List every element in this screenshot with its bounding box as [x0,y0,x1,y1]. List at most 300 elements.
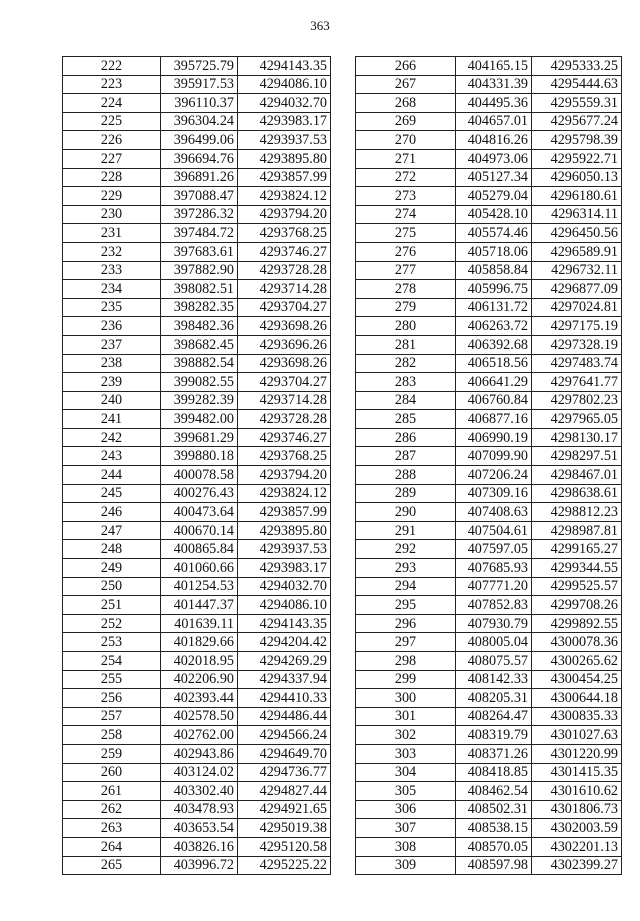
point-number-cell: 226 [63,131,161,150]
point-number-cell: 229 [63,187,161,206]
y-coordinate-cell: 4293794.20 [238,205,331,224]
y-coordinate-cell: 4296314.11 [532,205,622,224]
point-number-cell: 263 [63,819,161,838]
x-coordinate-cell: 405574.46 [456,224,532,243]
point-number-cell: 225 [63,112,161,131]
x-coordinate-cell: 408205.31 [456,689,532,708]
point-number-cell: 289 [356,484,456,503]
table-row [356,484,622,503]
table-row [356,428,622,447]
x-coordinate-cell: 406392.68 [456,335,532,354]
y-coordinate-cell: 4298130.17 [532,428,622,447]
x-coordinate-cell: 400276.43 [161,484,238,503]
point-number-cell: 240 [63,391,161,410]
x-coordinate-cell: 400865.84 [161,540,238,559]
table-row [356,819,622,838]
y-coordinate-cell: 4294649.70 [238,744,331,763]
point-number-cell: 286 [356,428,456,447]
x-coordinate-cell: 402578.50 [161,707,238,726]
point-number-cell: 283 [356,373,456,392]
y-coordinate-cell: 4295333.25 [532,57,622,76]
y-coordinate-cell: 4302399.27 [532,856,622,875]
x-coordinate-cell: 397484.72 [161,224,238,243]
x-coordinate-cell: 398282.35 [161,298,238,317]
table-row [63,596,331,615]
table-row [356,447,622,466]
y-coordinate-cell: 4295225.22 [238,856,331,875]
point-number-cell: 288 [356,466,456,485]
y-coordinate-cell: 4297802.23 [532,391,622,410]
y-coordinate-cell: 4302201.13 [532,837,622,856]
point-number-cell: 275 [356,224,456,243]
point-number-cell: 309 [356,856,456,875]
x-coordinate-cell: 407206.24 [456,466,532,485]
point-number-cell: 243 [63,447,161,466]
y-coordinate-cell: 4293704.27 [238,373,331,392]
x-coordinate-cell: 403826.16 [161,837,238,856]
point-number-cell: 241 [63,410,161,429]
table-row [356,856,622,875]
x-coordinate-cell: 408319.79 [456,726,532,745]
coordinate-table-left [62,56,331,875]
y-coordinate-cell: 4293704.27 [238,298,331,317]
y-coordinate-cell: 4293696.26 [238,335,331,354]
point-number-cell: 264 [63,837,161,856]
table-row [63,763,331,782]
y-coordinate-cell: 4293768.25 [238,447,331,466]
table-row [356,187,622,206]
point-number-cell: 253 [63,633,161,652]
point-number-cell: 222 [63,57,161,76]
y-coordinate-cell: 4295677.24 [532,112,622,131]
table-row [63,373,331,392]
x-coordinate-cell: 406131.72 [456,298,532,317]
y-coordinate-cell: 4298987.81 [532,521,622,540]
point-number-cell: 300 [356,689,456,708]
x-coordinate-cell: 399482.00 [161,410,238,429]
point-number-cell: 254 [63,652,161,671]
x-coordinate-cell: 406990.19 [456,428,532,447]
point-number-cell: 269 [356,112,456,131]
table-row [356,335,622,354]
x-coordinate-cell: 398682.45 [161,335,238,354]
y-coordinate-cell: 4301220.99 [532,744,622,763]
y-coordinate-cell: 4300835.33 [532,707,622,726]
x-coordinate-cell: 407771.20 [456,577,532,596]
table-row [356,763,622,782]
table-row [63,503,331,522]
table-row [63,391,331,410]
table-row [356,410,622,429]
x-coordinate-cell: 404816.26 [456,131,532,150]
x-coordinate-cell: 399282.39 [161,391,238,410]
point-number-cell: 247 [63,521,161,540]
table-row [63,428,331,447]
point-number-cell: 262 [63,800,161,819]
point-number-cell: 276 [356,242,456,261]
x-coordinate-cell: 408502.31 [456,800,532,819]
table-row [63,205,331,224]
table-row [356,837,622,856]
point-number-cell: 256 [63,689,161,708]
x-coordinate-cell: 397882.90 [161,261,238,280]
table-row [63,837,331,856]
y-coordinate-cell: 4293794.20 [238,466,331,485]
y-coordinate-cell: 4299344.55 [532,559,622,578]
x-coordinate-cell: 408538.15 [456,819,532,838]
y-coordinate-cell: 4297328.19 [532,335,622,354]
table-row [356,75,622,94]
table-row [356,298,622,317]
x-coordinate-cell: 402762.00 [161,726,238,745]
table-row [356,540,622,559]
point-number-cell: 294 [356,577,456,596]
table-row [63,856,331,875]
point-number-cell: 227 [63,149,161,168]
table-row [356,205,622,224]
x-coordinate-cell: 398482.36 [161,317,238,336]
point-number-cell: 265 [63,856,161,875]
x-coordinate-cell: 402943.86 [161,744,238,763]
table-row [356,57,622,76]
x-coordinate-cell: 404657.01 [456,112,532,131]
point-number-cell: 239 [63,373,161,392]
table-row [63,707,331,726]
x-coordinate-cell: 401639.11 [161,614,238,633]
table-row [356,559,622,578]
table-row [356,94,622,113]
table-row [63,614,331,633]
y-coordinate-cell: 4301806.73 [532,800,622,819]
y-coordinate-cell: 4294736.77 [238,763,331,782]
x-coordinate-cell: 404331.39 [456,75,532,94]
point-number-cell: 232 [63,242,161,261]
x-coordinate-cell: 408142.33 [456,670,532,689]
point-number-cell: 297 [356,633,456,652]
point-number-cell: 291 [356,521,456,540]
x-coordinate-cell: 407685.93 [456,559,532,578]
x-coordinate-cell: 405127.34 [456,168,532,187]
point-number-cell: 287 [356,447,456,466]
point-number-cell: 304 [356,763,456,782]
table-row [356,373,622,392]
y-coordinate-cell: 4296732.11 [532,261,622,280]
x-coordinate-cell: 405858.84 [456,261,532,280]
x-coordinate-cell: 406263.72 [456,317,532,336]
table-row [356,168,622,187]
table-row [356,689,622,708]
point-number-cell: 279 [356,298,456,317]
table-row [356,112,622,131]
point-number-cell: 290 [356,503,456,522]
x-coordinate-cell: 402206.90 [161,670,238,689]
table-row [63,354,331,373]
point-number-cell: 280 [356,317,456,336]
y-coordinate-cell: 4295120.58 [238,837,331,856]
point-number-cell: 236 [63,317,161,336]
table-row [356,391,622,410]
table-row [63,521,331,540]
x-coordinate-cell: 400078.58 [161,466,238,485]
table-row [356,652,622,671]
table-row [356,800,622,819]
x-coordinate-cell: 408462.54 [456,782,532,801]
y-coordinate-cell: 4293895.80 [238,149,331,168]
x-coordinate-cell: 399082.55 [161,373,238,392]
point-number-cell: 271 [356,149,456,168]
y-coordinate-cell: 4293728.28 [238,261,331,280]
y-coordinate-cell: 4300265.62 [532,652,622,671]
table-row [356,726,622,745]
table-row [356,614,622,633]
table-row [63,335,331,354]
x-coordinate-cell: 407852.83 [456,596,532,615]
x-coordinate-cell: 406518.56 [456,354,532,373]
y-coordinate-cell: 4302003.59 [532,819,622,838]
x-coordinate-cell: 397683.61 [161,242,238,261]
x-coordinate-cell: 395725.79 [161,57,238,76]
point-number-cell: 306 [356,800,456,819]
table-row [63,168,331,187]
point-number-cell: 223 [63,75,161,94]
y-coordinate-cell: 4293857.99 [238,503,331,522]
point-number-cell: 266 [356,57,456,76]
point-number-cell: 234 [63,280,161,299]
y-coordinate-cell: 4294827.44 [238,782,331,801]
y-coordinate-cell: 4300078.36 [532,633,622,652]
table-row [356,242,622,261]
table-row [356,317,622,336]
x-coordinate-cell: 404495.36 [456,94,532,113]
x-coordinate-cell: 402393.44 [161,689,238,708]
y-coordinate-cell: 4295559.31 [532,94,622,113]
table-row [63,410,331,429]
y-coordinate-cell: 4295444.63 [532,75,622,94]
table-row [63,94,331,113]
y-coordinate-cell: 4297483.74 [532,354,622,373]
y-coordinate-cell: 4296877.09 [532,280,622,299]
y-coordinate-cell: 4293698.26 [238,354,331,373]
page-number: 363 [310,18,330,33]
table-row [356,503,622,522]
y-coordinate-cell: 4295798.39 [532,131,622,150]
x-coordinate-cell: 406760.84 [456,391,532,410]
table-row [63,447,331,466]
x-coordinate-cell: 402018.95 [161,652,238,671]
x-coordinate-cell: 408075.57 [456,652,532,671]
point-number-cell: 270 [356,131,456,150]
x-coordinate-cell: 396304.24 [161,112,238,131]
point-number-cell: 228 [63,168,161,187]
y-coordinate-cell: 4294032.70 [238,94,331,113]
point-number-cell: 281 [356,335,456,354]
point-number-cell: 277 [356,261,456,280]
table-row [63,559,331,578]
point-number-cell: 301 [356,707,456,726]
x-coordinate-cell: 397088.47 [161,187,238,206]
y-coordinate-cell: 4293983.17 [238,559,331,578]
table-row [356,149,622,168]
table-row [356,131,622,150]
table-row [63,298,331,317]
x-coordinate-cell: 404165.15 [456,57,532,76]
table-row [356,261,622,280]
point-number-cell: 224 [63,94,161,113]
y-coordinate-cell: 4297175.19 [532,317,622,336]
y-coordinate-cell: 4294032.70 [238,577,331,596]
table-row [63,652,331,671]
table-row [63,112,331,131]
point-number-cell: 230 [63,205,161,224]
x-coordinate-cell: 407930.79 [456,614,532,633]
y-coordinate-cell: 4296589.91 [532,242,622,261]
y-coordinate-cell: 4293714.28 [238,391,331,410]
point-number-cell: 246 [63,503,161,522]
table-row [63,131,331,150]
table-row [63,540,331,559]
y-coordinate-cell: 4293746.27 [238,242,331,261]
table-row [63,782,331,801]
y-coordinate-cell: 4294143.35 [238,614,331,633]
point-number-cell: 250 [63,577,161,596]
y-coordinate-cell: 4293768.25 [238,224,331,243]
x-coordinate-cell: 408264.47 [456,707,532,726]
x-coordinate-cell: 404973.06 [456,149,532,168]
x-coordinate-cell: 400670.14 [161,521,238,540]
y-coordinate-cell: 4293824.12 [238,187,331,206]
point-number-cell: 299 [356,670,456,689]
table-row [356,782,622,801]
point-number-cell: 296 [356,614,456,633]
point-number-cell: 272 [356,168,456,187]
x-coordinate-cell: 398882.54 [161,354,238,373]
x-coordinate-cell: 401254.53 [161,577,238,596]
table-row [63,57,331,76]
y-coordinate-cell: 4299708.26 [532,596,622,615]
table-row [63,149,331,168]
point-number-cell: 302 [356,726,456,745]
point-number-cell: 231 [63,224,161,243]
x-coordinate-cell: 406877.16 [456,410,532,429]
x-coordinate-cell: 405996.75 [456,280,532,299]
table-row [63,633,331,652]
point-number-cell: 235 [63,298,161,317]
y-coordinate-cell: 4299165.27 [532,540,622,559]
x-coordinate-cell: 403996.72 [161,856,238,875]
point-number-cell: 233 [63,261,161,280]
x-coordinate-cell: 400473.64 [161,503,238,522]
y-coordinate-cell: 4294086.10 [238,75,331,94]
y-coordinate-cell: 4293714.28 [238,280,331,299]
point-number-cell: 278 [356,280,456,299]
y-coordinate-cell: 4293983.17 [238,112,331,131]
y-coordinate-cell: 4300644.18 [532,689,622,708]
y-coordinate-cell: 4294269.29 [238,652,331,671]
x-coordinate-cell: 407597.05 [456,540,532,559]
x-coordinate-cell: 397286.32 [161,205,238,224]
point-number-cell: 248 [63,540,161,559]
table-row [356,224,622,243]
point-number-cell: 242 [63,428,161,447]
point-number-cell: 257 [63,707,161,726]
y-coordinate-cell: 4300454.25 [532,670,622,689]
table-row [63,819,331,838]
x-coordinate-cell: 407099.90 [456,447,532,466]
y-coordinate-cell: 4293698.26 [238,317,331,336]
table-row [63,484,331,503]
x-coordinate-cell: 405279.04 [456,187,532,206]
point-number-cell: 251 [63,596,161,615]
table-row [356,707,622,726]
y-coordinate-cell: 4293728.28 [238,410,331,429]
x-coordinate-cell: 403653.54 [161,819,238,838]
x-coordinate-cell: 407408.63 [456,503,532,522]
table-row [63,261,331,280]
point-number-cell: 274 [356,205,456,224]
y-coordinate-cell: 4301610.62 [532,782,622,801]
y-coordinate-cell: 4295019.38 [238,819,331,838]
y-coordinate-cell: 4298812.23 [532,503,622,522]
y-coordinate-cell: 4294566.24 [238,726,331,745]
point-number-cell: 284 [356,391,456,410]
y-coordinate-cell: 4299892.55 [532,614,622,633]
point-number-cell: 259 [63,744,161,763]
y-coordinate-cell: 4294921.65 [238,800,331,819]
y-coordinate-cell: 4294337.94 [238,670,331,689]
point-number-cell: 261 [63,782,161,801]
point-number-cell: 249 [63,559,161,578]
y-coordinate-cell: 4293937.53 [238,131,331,150]
table-row [356,577,622,596]
x-coordinate-cell: 405428.10 [456,205,532,224]
table-row [356,744,622,763]
x-coordinate-cell: 403478.93 [161,800,238,819]
y-coordinate-cell: 4294486.44 [238,707,331,726]
x-coordinate-cell: 408570.05 [456,837,532,856]
point-number-cell: 273 [356,187,456,206]
x-coordinate-cell: 405718.06 [456,242,532,261]
y-coordinate-cell: 4294204.42 [238,633,331,652]
y-coordinate-cell: 4293937.53 [238,540,331,559]
point-number-cell: 267 [356,75,456,94]
table-row [63,577,331,596]
x-coordinate-cell: 398082.51 [161,280,238,299]
x-coordinate-cell: 408371.26 [456,744,532,763]
point-number-cell: 238 [63,354,161,373]
y-coordinate-cell: 4293824.12 [238,484,331,503]
y-coordinate-cell: 4297641.77 [532,373,622,392]
table-row [63,670,331,689]
point-number-cell: 268 [356,94,456,113]
point-number-cell: 260 [63,763,161,782]
point-number-cell: 285 [356,410,456,429]
x-coordinate-cell: 408597.98 [456,856,532,875]
point-number-cell: 307 [356,819,456,838]
table-row [356,280,622,299]
table-row [63,75,331,94]
point-number-cell: 252 [63,614,161,633]
x-coordinate-cell: 401447.37 [161,596,238,615]
x-coordinate-cell: 399681.29 [161,428,238,447]
y-coordinate-cell: 4296180.61 [532,187,622,206]
table-row [356,466,622,485]
table-row [63,317,331,336]
x-coordinate-cell: 408418.85 [456,763,532,782]
table-row [63,689,331,708]
table-row [356,670,622,689]
x-coordinate-cell: 396891.26 [161,168,238,187]
point-number-cell: 237 [63,335,161,354]
